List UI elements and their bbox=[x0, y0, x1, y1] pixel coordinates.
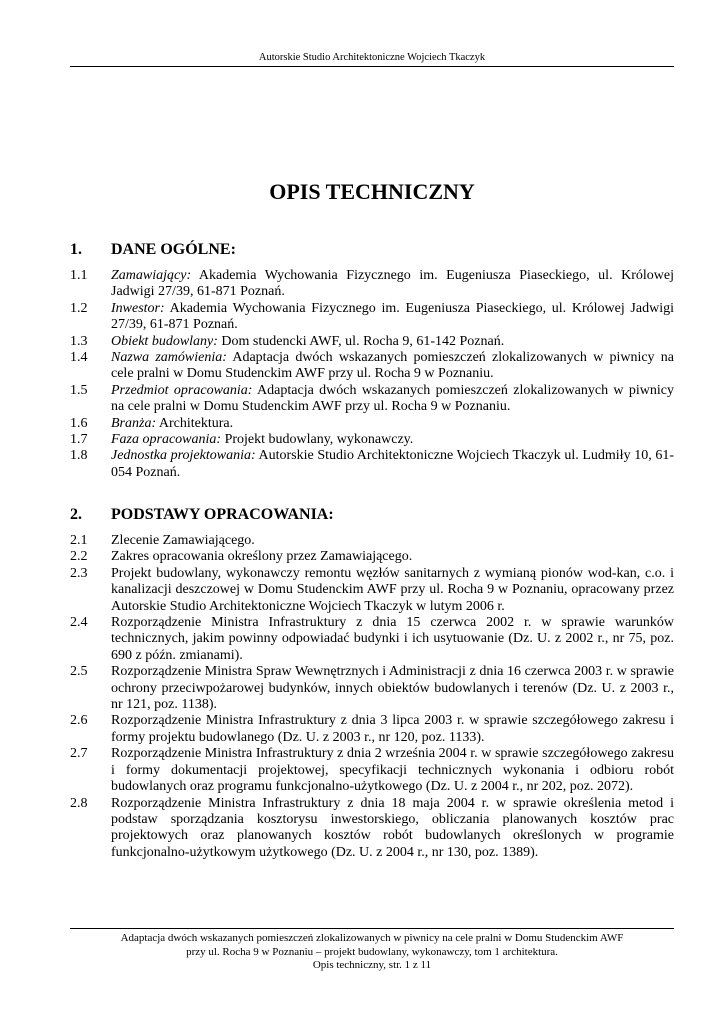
list-item bbox=[70, 334, 674, 350]
item-value: Autorskie Studio Architektoniczne Wojciech Tkaczyk ul. Ludmiły 10, 61-054 Poznań. bbox=[111, 448, 675, 480]
item-text: Zakres opracowania określony przez Zamawiającego. bbox=[111, 549, 413, 565]
item-number: 1.3 bbox=[70, 333, 88, 349]
item-number: 1.1 bbox=[70, 268, 88, 283]
footer-divider bbox=[70, 928, 674, 929]
list-item bbox=[70, 796, 674, 862]
item-number: 2.5 bbox=[70, 664, 88, 680]
item-label: Przedmiot opracowania: bbox=[111, 382, 253, 398]
item-value: Akademia Wychowania Fizycznego im. Eugeniusza Piaseckiego, ul. Królowej Jadwigi 27/39, 61-871 Poznań. bbox=[111, 268, 674, 300]
item-label: Obiekt budowlany: bbox=[111, 333, 218, 349]
list-item bbox=[70, 549, 674, 565]
item-number: 1.4 bbox=[70, 350, 88, 366]
item-label: Nazwa zamówienia: bbox=[111, 350, 227, 366]
item-label: Zamawiający: bbox=[111, 268, 192, 283]
list-item bbox=[70, 664, 674, 713]
item-text bbox=[111, 448, 674, 481]
section-number: 2. bbox=[70, 506, 82, 523]
item-text: Zlecenie Zamawiającego. bbox=[111, 533, 255, 548]
section-heading bbox=[70, 240, 674, 260]
item-text: Projekt budowlany, wykonawczy remontu węzłów sanitarnych z wymianą pionów wod-kan, c.o. i kanalizacji deszczowej w Domu Studenckim AWF przy ul. Rocha 9 w Poznaniu, opracowany przez Autorskie Studio Architektoniczne Wojciech Tkaczyk w lutym 2006 r. bbox=[111, 565, 674, 614]
item-number: 1.8 bbox=[70, 448, 88, 464]
item-number: 2.2 bbox=[70, 549, 88, 565]
item-text bbox=[111, 268, 674, 301]
item-text bbox=[111, 350, 674, 383]
section-heading bbox=[70, 505, 674, 525]
item-text: Rozporządzenie Ministra Infrastruktury z dnia 3 lipca 2003 r. w sprawie szczegółowego zakresu i formy projektu budowlanego (Dz. U. z 2003 r., nr 120, poz. 1133). bbox=[111, 713, 674, 745]
item-value: Architektura. bbox=[156, 415, 234, 431]
item-text bbox=[111, 301, 674, 334]
item-text: Rozporządzenie Ministra Infrastruktury z dnia 18 maja 2004 r. w sprawie określenia metod i podstaw sporządzania kosztorysu inwestorskiego, obliczania planowanych kosztów prac projektowych oraz planowanych kosztów robót budowlanych określonych w programie funkcjonalno-użytkowym użytkowego (Dz. U. z 2004 r., nr 130, poz. 1389). bbox=[111, 795, 674, 860]
item-number: 1.5 bbox=[70, 382, 88, 398]
item-text bbox=[111, 334, 674, 350]
item-label: Jednostka projektowania: bbox=[111, 448, 256, 464]
item-number: 2.7 bbox=[70, 746, 88, 762]
list-item bbox=[70, 268, 674, 301]
list-item bbox=[70, 448, 674, 481]
list-item bbox=[70, 566, 674, 615]
item-number: 2.8 bbox=[70, 795, 88, 811]
list-item bbox=[70, 615, 674, 664]
item-label: Branża: bbox=[111, 415, 157, 431]
item-value: Akademia Wychowania Fizycznego im. Eugeniusza Piaseckiego, ul. Królowej Jadwigi 27/39, 61-871 Poznań. bbox=[111, 300, 674, 333]
footer-line: Adaptacja dwóch wskazanych pomieszczeń zlokalizowanych w piwnicy na cele pralni w Domu Studenckim AWF bbox=[120, 932, 624, 944]
list-item bbox=[70, 533, 674, 549]
footer-line: przy ul. Rocha 9 w Poznaniu – projekt budowlany, wykonawczy, tom 1 architektura. bbox=[186, 945, 558, 958]
section-title: DANE OGÓLNE: bbox=[111, 241, 236, 258]
header-divider bbox=[70, 66, 674, 67]
item-number: 1.2 bbox=[70, 300, 88, 316]
list-item bbox=[70, 301, 674, 334]
item-text bbox=[111, 416, 674, 432]
list-item bbox=[70, 383, 674, 416]
item-number: 1.7 bbox=[70, 432, 88, 448]
item-value: Adaptacja dwóch wskazanych pomieszczeń zlokalizowanych w piwnicy na cele pralni w Domu Studenckim AWF przy ul. Rocha 9 w Poznaniu. bbox=[111, 350, 674, 382]
document-title: OPIS TECHNICZNY bbox=[269, 179, 475, 204]
item-value: Projekt budowlany, wykonawczy. bbox=[221, 432, 414, 448]
page-footer bbox=[70, 932, 674, 973]
item-number: 2.1 bbox=[70, 533, 88, 548]
item-text: Rozporządzenie Ministra Infrastruktury z dnia 15 czerwca 2002 r. w sprawie warunków technicznych, jakim powinny odpowiadać budynki i ich usytuowanie (Dz. U. z 2002 r., nr 75, poz. 690 z późn. zmianami). bbox=[111, 615, 674, 663]
list-item bbox=[70, 746, 674, 795]
item-number: 2.3 bbox=[70, 565, 88, 581]
list-item bbox=[70, 432, 674, 448]
item-number: 2.6 bbox=[70, 713, 88, 729]
item-text bbox=[111, 383, 674, 416]
section-basis bbox=[70, 505, 674, 861]
item-number: 1.6 bbox=[70, 415, 88, 431]
section-general-data bbox=[70, 240, 674, 481]
section-title: PODSTAWY OPRACOWANIA: bbox=[111, 506, 334, 523]
item-number: 2.4 bbox=[70, 615, 88, 631]
list-item bbox=[70, 416, 674, 432]
section-number: 1. bbox=[70, 241, 82, 258]
item-label: Faza opracowania: bbox=[111, 432, 222, 448]
page-header: Autorskie Studio Architektoniczne Wojciech Tkaczyk bbox=[258, 52, 486, 63]
list-item bbox=[70, 350, 674, 383]
item-value: Adaptacja dwóch wskazanych pomieszczeń zlokalizowanych w piwnicy na cele pralni w Domu Studenckim AWF przy ul. Rocha 9 w Poznaniu. bbox=[111, 382, 674, 415]
item-value: Dom studencki AWF, ul. Rocha 9, 61-142 Poznań. bbox=[217, 333, 505, 349]
page-number: Opis techniczny, str. 1 z 11 bbox=[312, 959, 432, 971]
item-text bbox=[111, 432, 674, 448]
item-label: Inwestor: bbox=[111, 300, 165, 316]
list-item bbox=[70, 713, 674, 746]
item-text: Rozporządzenie Ministra Infrastruktury z dnia 2 września 2004 r. w sprawie szczegółowego zakresu i formy dokumentacji projektowej, specyfikacji technicznych wykonania i odbioru robót budowlanych oraz programu funkcjonalno-użytkowego (Dz. U. z 2004 r., nr 202, poz. 2072). bbox=[111, 746, 674, 795]
item-text: Rozporządzenie Ministra Spraw Wewnętrznych i Administracji z dnia 16 czerwca 2003 r. w sprawie ochrony przeciwpożarowej budynków, innych obiektów budowlanych i terenów (Dz. U. z 2003 r., nr 121, poz. 1138). bbox=[111, 664, 674, 713]
